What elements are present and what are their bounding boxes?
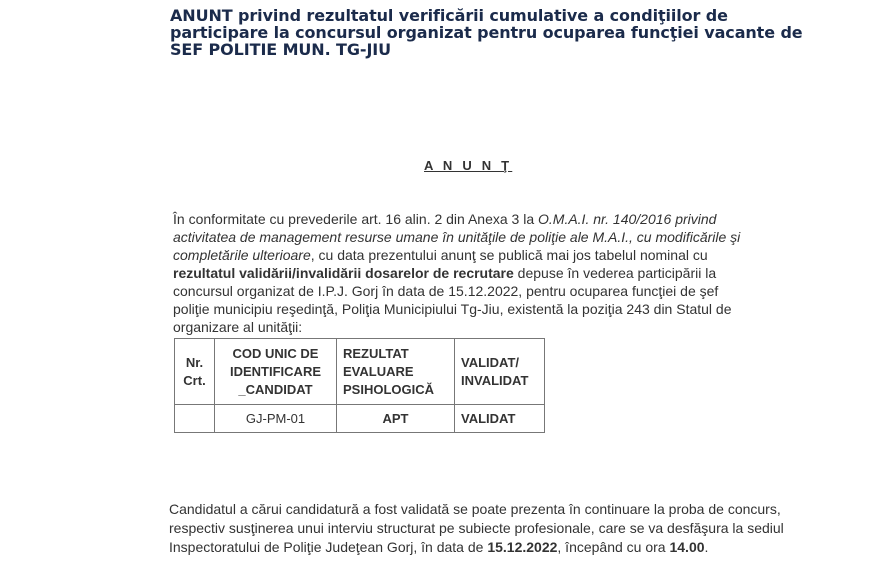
closing-paragraph: [169, 500, 799, 557]
closing-text-1: Candidatul a cărui candidatură a fost validată se poate prezenta în continuare la proba de concurs, respectiv susţinerea unui interviu structurat pe subiecte profesionale, care se va desfăşura la sediul Inspectoratului de Poliţie Judeţean Gorj, în data de: [169, 501, 784, 555]
interview-time: 14.00: [669, 539, 705, 555]
intro-legal-reference: O.M.A.I. nr. 140/2016 privind activitatea de management resurse umane în unităţile de poliţie ale M.A.I., cu modificările şi completările ulterioare: [173, 211, 741, 263]
intro-text-1: În conformitate cu prevederile art. 16 alin. 2 din Anexa 3 la: [173, 211, 538, 227]
results-table: [174, 338, 545, 433]
cell-nr-crt: [175, 405, 215, 433]
header-nr-crt: Nr. Crt.: [175, 339, 215, 405]
header-psych-evaluation: REZULTAT EVALUARE PSIHOLOGICĂ: [337, 339, 455, 405]
cell-psych-evaluation: APT: [337, 405, 455, 433]
closing-text-2: , începând cu ora: [557, 539, 670, 555]
page-title: ANUNT privind rezultatul verificării cumulative a condiţiilor de participare la concursul organizat pentru ocuparea funcţiei vacante de SEF POLITIE MUN. TG-JIU: [170, 6, 803, 59]
intro-bold-phrase: rezultatul validării/invalidării dosarelor de recrutare: [173, 265, 514, 281]
announcement-heading: A N U N Ţ: [424, 158, 513, 173]
interview-date: 15.12.2022: [487, 539, 558, 555]
table-header-row: [175, 339, 545, 405]
closing-text-3: .: [704, 539, 709, 555]
intro-text-2: , cu data prezentului anunţ se publică mai jos tabelul nominal cu: [310, 247, 708, 263]
header-validation-status: VALIDAT/ INVALIDAT: [455, 339, 545, 405]
cell-validation-status: VALIDAT: [455, 405, 545, 433]
table-row: [175, 405, 545, 433]
intro-text-3: depuse în vederea participării la concursul organizat de I.P.J. Gorj în data de 15.12.2022, pentru ocuparea funcţiei de şef poliţie municipiu reşedinţă, Poliţia Municipiului Tg-Jiu, existentă la poziţia 243 din Statul de organizare al unităţii:: [173, 265, 732, 335]
cell-candidate-code: GJ-PM-01: [215, 405, 337, 433]
header-candidate-code: COD UNIC DE IDENTIFICARE _CANDIDAT: [215, 339, 337, 405]
intro-paragraph: [173, 210, 748, 336]
